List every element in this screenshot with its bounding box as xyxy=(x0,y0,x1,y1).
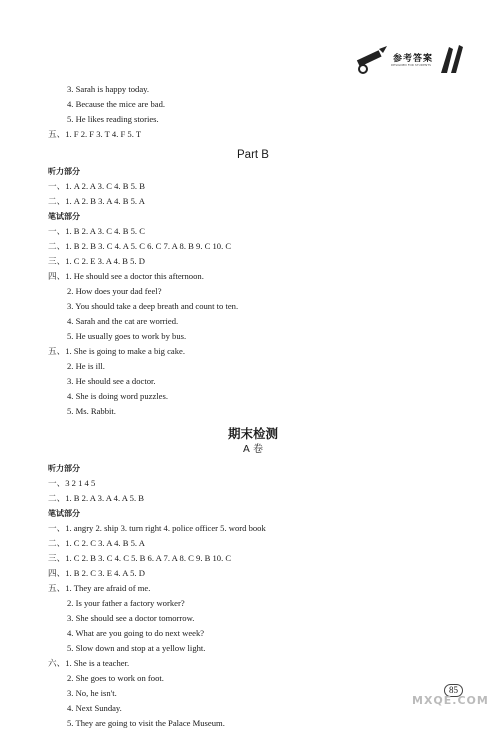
answer-line: 4. What are you going to do next week? xyxy=(67,628,205,638)
logo-title: 参考答案 xyxy=(393,54,434,64)
answer-line: 5. Slow down and stop at a yellow light. xyxy=(67,643,206,653)
answer-line: 二、1. A 2. B 3. A 4. B 5. A xyxy=(48,196,145,206)
answer-line: 四、1. B 2. C 3. E 4. A 5. D xyxy=(48,568,145,578)
answer-line: 3. She should see a doctor tomorrow. xyxy=(67,613,195,623)
answer-line: 3. He should see a doctor. xyxy=(67,376,156,386)
answer-line: 4. Because the mice are bad. xyxy=(67,99,166,109)
answer-line: 三、1. C 2. B 3. C 4. C 5. B 6. A 7. A 8. C 9. B 10. C xyxy=(48,553,232,563)
answer-line: 2. How does your dad feel? xyxy=(67,286,162,296)
answer-line: 3. Sarah is happy today. xyxy=(67,84,150,94)
answer-line: 二、1. B 2. B 3. C 4. A 5. C 6. C 7. A 8. B 9. C 10. C xyxy=(48,241,232,251)
answer-line: 二、1. B 2. A 3. A 4. A 5. B xyxy=(48,493,144,503)
answer-line: 5. Ms. Rabbit. xyxy=(67,406,116,416)
answer-line: 六、1. She is a teacher. xyxy=(48,658,130,668)
answer-line: 五、1. F 2. F 3. T 4. F 5. T xyxy=(48,129,142,139)
answer-line: 一、1. A 2. A 3. C 4. B 5. B xyxy=(48,181,145,191)
answer-line: 5. He usually goes to work by bus. xyxy=(67,331,187,341)
answer-line: 四、1. He should see a doctor this afternoon. xyxy=(48,271,204,281)
answer-line: 2. Is your father a factory worker? xyxy=(67,598,185,608)
logo-subtitle: DESIGNED FOR STUDENTS xyxy=(391,63,431,67)
answer-line: 3. No, he isn't. xyxy=(67,688,117,698)
answer-line: 一、3 2 1 4 5 xyxy=(48,478,96,488)
answer-content xyxy=(48,82,458,731)
answer-line: 三、1. C 2. E 3. A 4. B 5. D xyxy=(48,256,145,266)
answer-line: 五、1. She is going to make a big cake. xyxy=(48,346,185,356)
answer-line: 一、1. B 2. A 3. C 4. B 5. C xyxy=(48,226,145,236)
pencil-book-icon xyxy=(355,45,391,75)
section-heading: A 卷 xyxy=(242,444,264,455)
section-label: 笔试部分 xyxy=(48,509,80,518)
section-label: 笔试部分 xyxy=(48,212,80,221)
answer-line: 5. He likes reading stories. xyxy=(67,114,159,124)
watermark-text: MXQE.COM xyxy=(412,694,489,707)
page-number: 85 xyxy=(444,684,463,697)
answer-line: 4. Next Sunday. xyxy=(67,703,122,713)
answer-line: 一、1. angry 2. ship 3. turn right 4. police officer 5. word book xyxy=(48,523,266,533)
section-heading: 期末检测 xyxy=(227,426,278,441)
answer-line: 4. She is doing word puzzles. xyxy=(67,391,168,401)
section-heading: Part B xyxy=(237,149,269,161)
answer-line: 2. He is ill. xyxy=(67,361,105,371)
answer-line: 二、1. C 2. C 3. A 4. B 5. A xyxy=(48,538,145,548)
answer-line: 2. She goes to work on foot. xyxy=(67,673,164,683)
book-icon xyxy=(439,43,465,75)
answer-line: 4. Sarah and the cat are worried. xyxy=(67,316,179,326)
section-label: 听力部分 xyxy=(48,464,80,473)
answer-key-logo xyxy=(355,45,465,75)
answer-line: 五、1. They are afraid of me. xyxy=(48,583,151,593)
answer-line: 3. You should take a deep breath and count to ten. xyxy=(67,301,239,311)
answer-line: 5. They are going to visit the Palace Museum. xyxy=(67,718,225,728)
section-label: 听力部分 xyxy=(48,167,80,176)
